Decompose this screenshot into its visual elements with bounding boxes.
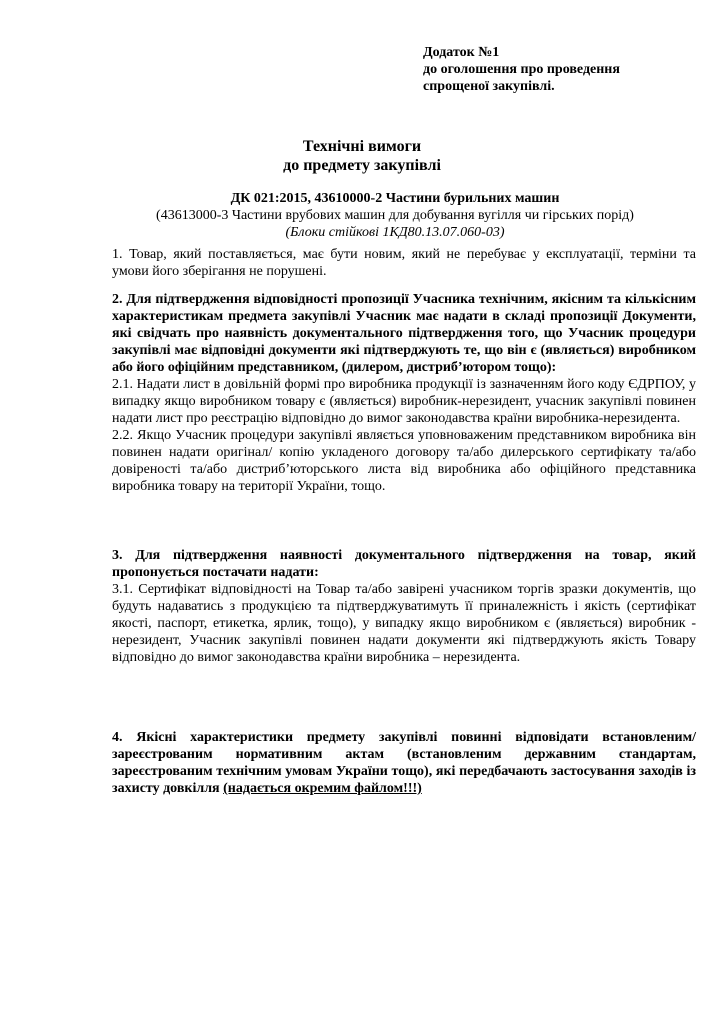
annex-number: Додаток №1 bbox=[423, 45, 500, 60]
subject-blocks: (Блоки стійкові 1КД80.13.07.060-03) bbox=[285, 225, 505, 240]
section-3-heading: 3. Для підтвердження наявності документального підтвердження на товар, який пропонується постачати надати: bbox=[112, 548, 696, 580]
title-line-1: Технічні вимоги bbox=[302, 138, 422, 155]
subject-subcode: (43613000-3 Частини врубових машин для добування вугілля чи гірських порід) bbox=[156, 208, 634, 223]
annex-procurement-type: спрощеної закупівлі. bbox=[423, 79, 555, 94]
procurement-subject bbox=[100, 190, 690, 241]
section-4 bbox=[112, 729, 696, 797]
annex-reference: до оголошення про проведення bbox=[423, 62, 620, 77]
section-2-item-1: 2.1. Надати лист в довільній формі про виробника продукції із зазначенням його коду ЄДРПОУ, у випадку якщо виробником товару є (являється) виробник-нерезидент, учасник закупівлі повинен надати лист про реєстрацію відповідно до вимог законодавства країни виробника-нерезидента. bbox=[112, 377, 696, 426]
annex-header bbox=[423, 44, 620, 95]
document-title bbox=[0, 137, 724, 175]
section-4-text: 4. Якісні характеристики предмету закупівлі повинні відповідати встановленим/зареєстрованим нормативним актам (встановленим державним стандартам, зареєстрованим технічним умовам України тощо), які передбачають застосування заходів із захисту довкілля bbox=[112, 730, 696, 796]
section-4-note: (надається окремим файлом!!!) bbox=[223, 781, 422, 796]
title-line-2: до предмету закупівлі bbox=[283, 157, 441, 174]
section-2-item-2: 2.2. Якщо Учасник процедури закупівлі являється уповноваженим представником виробника він повинен надати оригінал/ копію укладеного договору та/або дилерського сертифікату та/або довіреності та/або дистриб’юторського листа від виробника або офіційного представника виробника товару на території України, тощо. bbox=[112, 428, 696, 494]
section-1-text: 1. Товар, який поставляється, має бути новим, який не перебуває у експлуатації, терміни та умови його зберігання не порушені. bbox=[112, 247, 696, 279]
section-2-heading: 2. Для підтвердження відповідності пропозиції Учасника технічним, якісним та кількісним характеристикам предмета закупівлі Учасник має надати в складі пропозиції Документи, які свідчать про наявність документального підтвердження того, що Учасник процедури закупівлі має відповідні документи які підтверджують те, що він є (являється) виробником або його офіційним представником, (дилером, дистриб’ютором тощо): bbox=[112, 292, 696, 375]
section-1 bbox=[112, 246, 696, 280]
section-2 bbox=[112, 291, 696, 495]
section-3 bbox=[112, 547, 696, 666]
subject-code: ДК 021:2015, 43610000-2 Частини бурильних машин bbox=[230, 191, 560, 206]
section-3-item-1: 3.1. Сертифікат відповідності на Товар та/або завірені учасником торгів зразки документів, що будуть надаватись з продукцією та підтверджуватимуть її приналежність і якість (сертифікат якості, паспорт, етикетка, ярлик, тощо), у випадку якщо виробником є (являється) виробник - нерезидент, Учасник закупівлі повинен надати документи які підтверджують якість Товару відповідно до вимог законодавства країни виробника – нерезидента. bbox=[112, 582, 696, 665]
